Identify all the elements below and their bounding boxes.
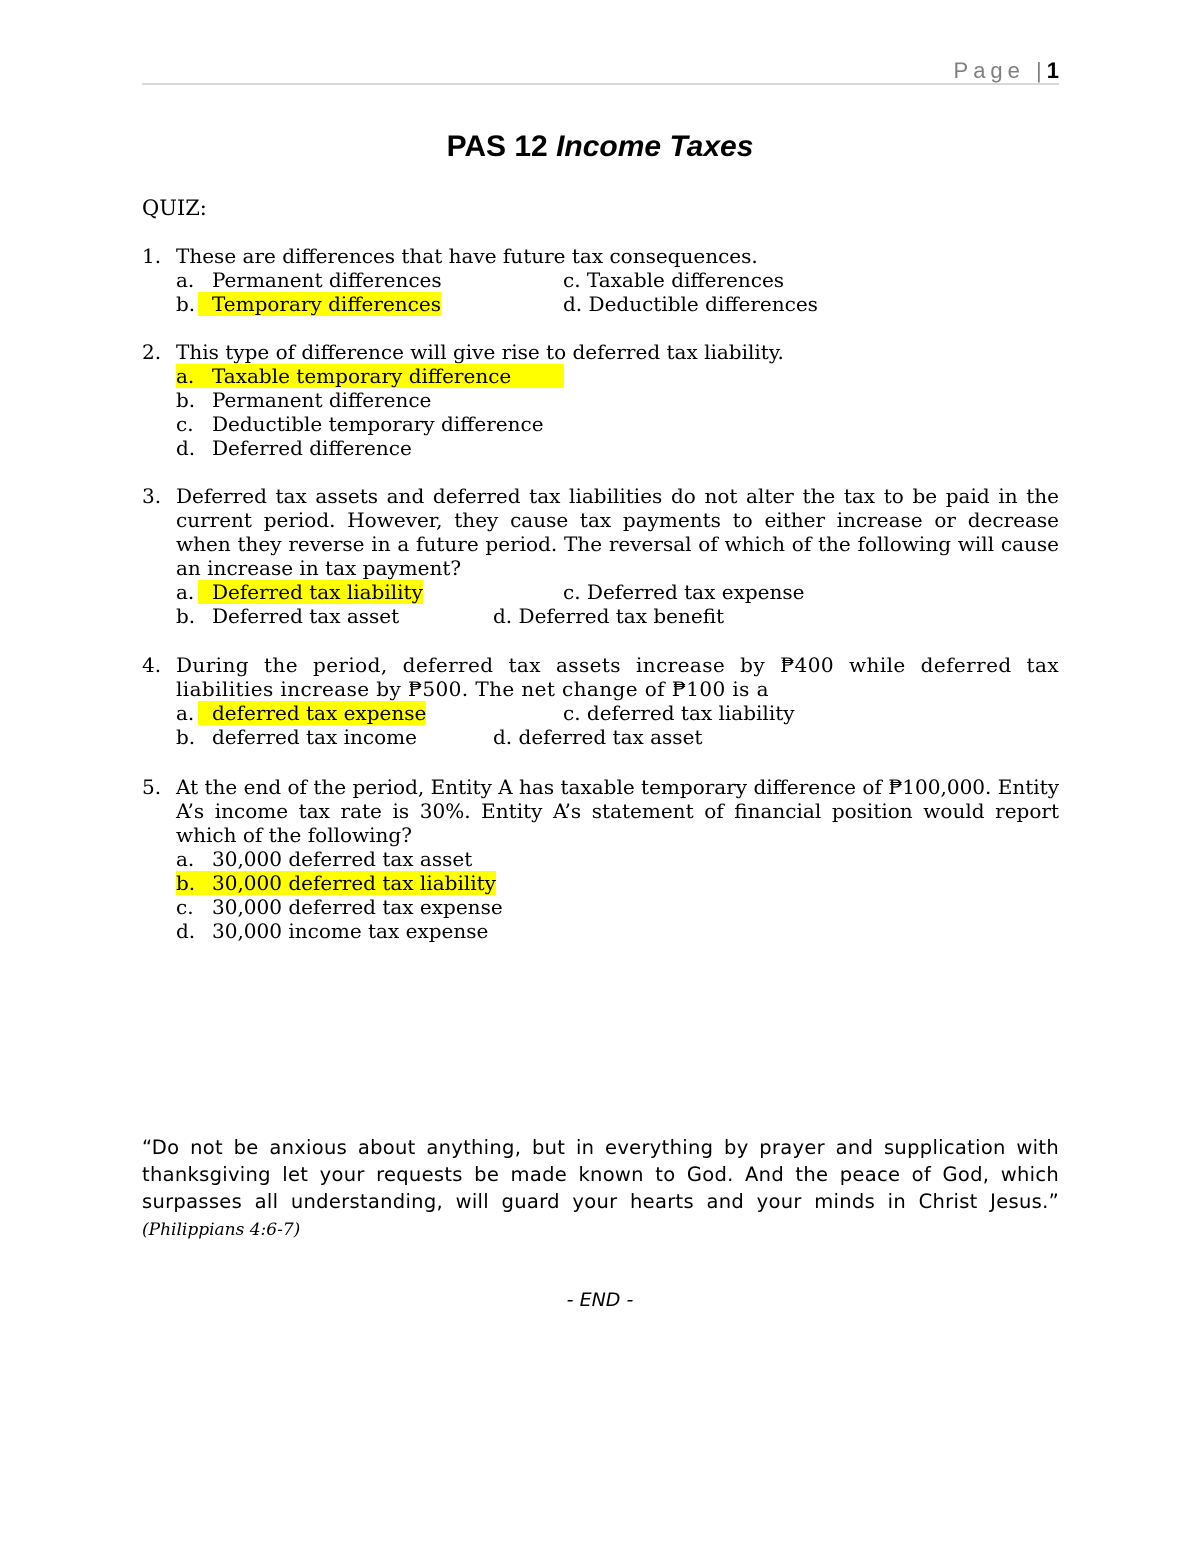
question-stem: Deferred tax assets and deferred tax liabilities do not alter the tax to be paid in the current period. However, they cause tax payments to either increase or decrease when they reverse in a future period. The reversal of which of the following will cause an increase in tax payment? xyxy=(176,484,1059,580)
option-a-correct: a. deferred tax expense xyxy=(176,701,427,725)
highlighted-answer: deferred tax expense xyxy=(198,701,426,725)
option-text: Deferred tax asset xyxy=(212,604,400,628)
option-text: Deductible differences xyxy=(588,292,818,316)
option-b: b. Permanent difference xyxy=(176,388,432,412)
quote-line: surpasses all understanding, will guard your hearts and your minds in Christ Jesus.” xyxy=(142,1190,1059,1213)
question-number: 3. xyxy=(142,484,162,508)
option-d: d. Deductible differences xyxy=(563,292,818,316)
option-text: Deductible temporary difference xyxy=(212,412,544,436)
option-a: a. 30,000 deferred tax asset xyxy=(176,847,473,871)
option-text: deferred tax asset xyxy=(518,725,703,749)
option-text: deferred tax liability xyxy=(586,701,795,725)
option-text: Taxable differences xyxy=(586,268,785,292)
option-text: Permanent difference xyxy=(212,388,432,412)
quote-line: “Do not be anxious about anything, but in everything by prayer and supplication with xyxy=(142,1136,1059,1159)
question-stem: This type of difference will give rise to deferred tax liability. xyxy=(176,340,784,364)
option-text: Permanent differences xyxy=(212,268,442,292)
quote-reference: (Philippians 4:6-7) xyxy=(142,1220,301,1240)
highlighted-answer: Deferred tax liability xyxy=(198,580,423,604)
option-b-correct xyxy=(176,871,496,895)
highlighted-answer: b. 30,000 deferred tax liability xyxy=(176,871,496,895)
option-b: b. deferred tax income xyxy=(176,725,417,749)
option-c: c. Deferred tax expense xyxy=(563,580,805,604)
quiz-label: QUIZ: xyxy=(142,196,207,220)
page-word: Page xyxy=(953,58,1025,83)
title-italic: Income Taxes xyxy=(556,130,754,163)
question-3 xyxy=(142,484,1059,628)
question-4 xyxy=(142,653,1059,749)
title-main: PAS 12 xyxy=(446,130,557,163)
document-title xyxy=(0,130,1200,164)
option-d: d. 30,000 income tax expense xyxy=(176,919,489,943)
option-text: Deferred difference xyxy=(212,436,412,460)
option-text: Deferred tax expense xyxy=(586,580,805,604)
option-a-correct: a. Deferred tax liability xyxy=(176,580,423,604)
option-b: b. Deferred tax asset xyxy=(176,604,400,628)
page-number: 1 xyxy=(1046,58,1059,83)
end-marker: - END - xyxy=(566,1289,634,1311)
option-d: d. Deferred difference xyxy=(176,436,412,460)
page-header xyxy=(142,55,1059,85)
option-d: d. deferred tax asset xyxy=(493,725,703,749)
quote-line: thanksgiving let your requests be made known to God. And the peace of God, which xyxy=(142,1163,1059,1186)
highlighted-answer: a. Taxable temporary difference xyxy=(176,364,564,388)
option-c: c. Deductible temporary difference xyxy=(176,412,544,436)
option-a: a. Permanent differences xyxy=(176,268,442,292)
option-a-correct xyxy=(176,364,564,388)
option-text: 30,000 deferred tax asset xyxy=(212,847,473,871)
question-1 xyxy=(142,244,1059,316)
question-number: 4. xyxy=(142,653,162,677)
option-text: 30,000 deferred tax expense xyxy=(212,895,503,919)
option-text: Deferred tax benefit xyxy=(518,604,725,628)
highlighted-answer: Temporary differences xyxy=(198,292,441,316)
question-5 xyxy=(142,775,1059,943)
option-c: c. 30,000 deferred tax expense xyxy=(176,895,503,919)
page-number-label xyxy=(954,58,1059,84)
question-number: 5. xyxy=(142,775,162,799)
question-stem: At the end of the period, Entity A has taxable temporary difference of ₱100,000. Entity A’s income tax rate is 30%. Entity A’s statement of financial position would report which of the following? xyxy=(176,775,1059,847)
scripture-quote xyxy=(142,1134,1059,1215)
option-text: deferred tax income xyxy=(212,725,417,749)
question-2 xyxy=(142,340,1059,460)
option-d: d. Deferred tax benefit xyxy=(493,604,725,628)
page-separator: | xyxy=(1036,58,1047,83)
question-number: 1. xyxy=(142,244,162,268)
question-number: 2. xyxy=(142,340,162,364)
question-stem: During the period, deferred tax assets increase by ₱400 while deferred tax liabilities increase by ₱500. The net change of ₱100 is a xyxy=(176,653,1059,701)
option-c: c. deferred tax liability xyxy=(563,701,795,725)
option-text: 30,000 income tax expense xyxy=(212,919,489,943)
option-c: c. Taxable differences xyxy=(563,268,785,292)
question-stem: These are differences that have future tax consequences. xyxy=(176,244,758,268)
option-b-correct: b. Temporary differences xyxy=(176,292,441,316)
